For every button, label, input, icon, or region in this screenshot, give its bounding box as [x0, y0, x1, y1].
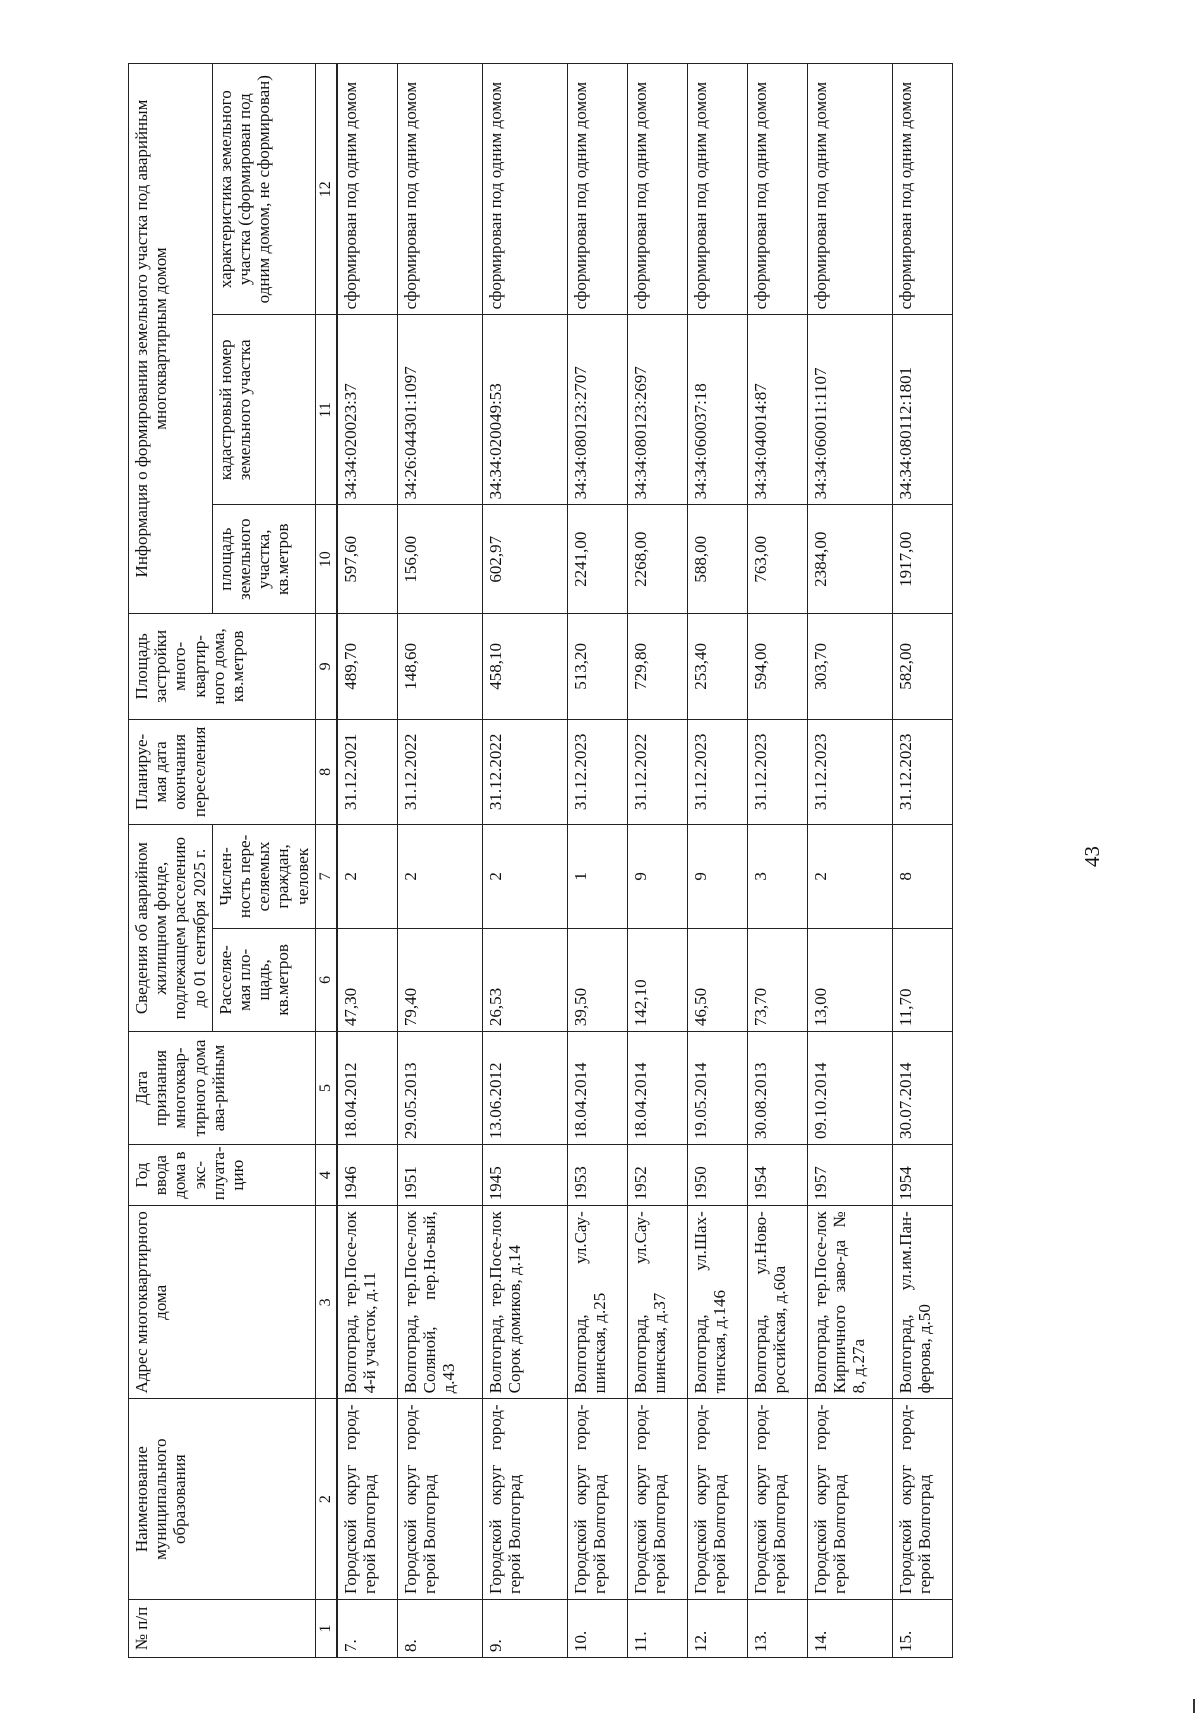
column-number: 12	[315, 64, 337, 315]
land-status-cell: сформирован под одним домом	[747, 64, 807, 315]
land-status-cell: сформирован под одним домом	[567, 64, 627, 315]
column-number: 11	[315, 315, 337, 505]
area-resettled-cell: 79,40	[397, 928, 482, 1031]
column-number-row	[315, 64, 337, 1658]
planned-date-cell: 31.12.2023	[747, 719, 807, 825]
address-cell: Волгоград, тер.Посе-лок 4-й участок, д.11	[337, 1206, 398, 1399]
year-cell: 1946	[337, 1145, 398, 1206]
row-number: 9.	[482, 1599, 567, 1657]
municipality-cell: Городской округ город-герой Волгоград	[892, 1399, 952, 1600]
building-area-cell: 253,40	[687, 614, 747, 720]
cadastral-cell: 34:34:020049:53	[482, 315, 567, 505]
column-number: 1	[315, 1599, 337, 1657]
address-cell: Волгоград, тер.Посе-лок Соляной, пер.Но-вый, д.43	[397, 1206, 482, 1399]
row-number: 11.	[627, 1599, 687, 1657]
column-number: 5	[315, 1032, 337, 1145]
planned-date-cell: 31.12.2023	[807, 719, 892, 825]
header-date-recognized: Дата признания многоквар-тирного дома ава-рийным	[129, 1032, 316, 1145]
planned-date-cell: 31.12.2022	[627, 719, 687, 825]
address-cell: Волгоград, ул.Шах-тинская, д.146	[687, 1206, 747, 1399]
land-area-cell: 597,60	[337, 505, 398, 614]
land-status-cell: сформирован под одним домом	[337, 64, 398, 315]
people-cell: 2	[337, 825, 398, 928]
area-resettled-cell: 26,53	[482, 928, 567, 1031]
row-number: 8.	[397, 1599, 482, 1657]
row-number: 7.	[337, 1599, 398, 1657]
row-number: 15.	[892, 1599, 952, 1657]
table-row	[892, 64, 952, 1658]
building-area-cell: 148,60	[397, 614, 482, 720]
municipality-cell: Городской округ город-герой Волгоград	[747, 1399, 807, 1600]
table-row	[337, 64, 398, 1658]
header-address: Адрес многоквартирного дома	[129, 1206, 316, 1399]
people-cell: 8	[892, 825, 952, 928]
building-area-cell: 729,80	[627, 614, 687, 720]
cadastral-cell: 34:34:020023:37	[337, 315, 398, 505]
year-cell: 1957	[807, 1145, 892, 1206]
cadastral-cell: 34:34:080123:2707	[567, 315, 627, 505]
header-land-status: характеристика земельного участка (сформирован под одним домом, не сформирован)	[212, 64, 315, 315]
land-area-cell: 2241,00	[567, 505, 627, 614]
date-recognized-cell: 18.04.2012	[337, 1032, 398, 1145]
people-cell: 2	[807, 825, 892, 928]
cadastral-cell: 34:34:060037:18	[687, 315, 747, 505]
area-resettled-cell: 47,30	[337, 928, 398, 1031]
year-cell: 1952	[627, 1145, 687, 1206]
area-resettled-cell: 142,10	[627, 928, 687, 1031]
land-area-cell: 2384,00	[807, 505, 892, 614]
header-land-area: площадь земельного участка, кв.метров	[212, 505, 315, 614]
table-row	[807, 64, 892, 1658]
municipality-cell: Городской округ город-герой Волгоград	[567, 1399, 627, 1600]
year-cell: 1945	[482, 1145, 567, 1206]
column-number: 8	[315, 719, 337, 825]
land-area-cell: 763,00	[747, 505, 807, 614]
people-cell: 9	[627, 825, 687, 928]
area-resettled-cell: 13,00	[807, 928, 892, 1031]
land-status-cell: сформирован под одним домом	[687, 64, 747, 315]
row-number: 14.	[807, 1599, 892, 1657]
building-area-cell: 458,10	[482, 614, 567, 720]
cadastral-cell: 34:26:044301:1097	[397, 315, 482, 505]
table-row	[627, 64, 687, 1658]
table-row	[687, 64, 747, 1658]
column-number: 6	[315, 928, 337, 1031]
table-row	[567, 64, 627, 1658]
planned-date-cell: 31.12.2023	[567, 719, 627, 825]
land-area-cell: 2268,00	[627, 505, 687, 614]
header-planned-date: Планируе-мая дата окончания переселения	[129, 719, 316, 825]
year-cell: 1954	[892, 1145, 952, 1206]
year-cell: 1953	[567, 1145, 627, 1206]
cadastral-cell: 34:34:060011:1107	[807, 315, 892, 505]
land-area-cell: 602,97	[482, 505, 567, 614]
column-number: 7	[315, 825, 337, 928]
date-recognized-cell: 30.08.2013	[747, 1032, 807, 1145]
area-resettled-cell: 73,70	[747, 928, 807, 1031]
year-cell: 1954	[747, 1145, 807, 1206]
year-cell: 1950	[687, 1145, 747, 1206]
cadastral-cell: 34:34:080112:1801	[892, 315, 952, 505]
land-status-cell: сформирован под одним домом	[397, 64, 482, 315]
municipality-cell: Городской округ город-герой Волгоград	[807, 1399, 892, 1600]
address-cell: Волгоград, тер.Посе-лок Кирпичного заво-да № 8, д.27а	[807, 1206, 892, 1399]
area-resettled-cell: 39,50	[567, 928, 627, 1031]
page-number: 43	[1080, 846, 1104, 867]
planned-date-cell: 31.12.2023	[687, 719, 747, 825]
table-row	[747, 64, 807, 1658]
header-municipality: Наименование муниципального образования	[129, 1399, 316, 1600]
land-status-cell: сформирован под одним домом	[482, 64, 567, 315]
column-number: 9	[315, 614, 337, 720]
header-number: № п/п	[129, 1599, 316, 1657]
planned-date-cell: 31.12.2022	[482, 719, 567, 825]
header-year: Год ввода дома в экс-плуата-цию	[129, 1145, 316, 1206]
land-area-cell: 156,00	[397, 505, 482, 614]
land-area-cell: 1917,00	[892, 505, 952, 614]
municipality-cell: Городской округ город-герой Волгоград	[627, 1399, 687, 1600]
municipality-cell: Городской округ город-герой Волгоград	[397, 1399, 482, 1600]
table-row	[482, 64, 567, 1658]
header-group-resettlement: Сведения об аварийном жилищном фонде, подлежащем расселению до 01 сентября 2025 г.	[129, 825, 213, 1032]
row-number: 10.	[567, 1599, 627, 1657]
building-area-cell: 594,00	[747, 614, 807, 720]
area-resettled-cell: 11,70	[892, 928, 952, 1031]
date-recognized-cell: 19.05.2014	[687, 1032, 747, 1145]
land-status-cell: сформирован под одним домом	[892, 64, 952, 315]
row-number: 13.	[747, 1599, 807, 1657]
building-area-cell: 303,70	[807, 614, 892, 720]
land-status-cell: сформирован под одним домом	[627, 64, 687, 315]
land-area-cell: 588,00	[687, 505, 747, 614]
municipality-cell: Городской округ город-герой Волгоград	[482, 1399, 567, 1600]
people-cell: 9	[687, 825, 747, 928]
land-status-cell: сформирован под одним домом	[807, 64, 892, 315]
column-number: 10	[315, 505, 337, 614]
address-cell: Волгоград, ул.им.Пан-ферова, д.50	[892, 1206, 952, 1399]
building-area-cell: 513,20	[567, 614, 627, 720]
municipality-cell: Городской округ город-герой Волгоград	[337, 1399, 398, 1600]
column-number: 4	[315, 1145, 337, 1206]
date-recognized-cell: 09.10.2014	[807, 1032, 892, 1145]
people-cell: 1	[567, 825, 627, 928]
date-recognized-cell: 13.06.2012	[482, 1032, 567, 1145]
cadastral-cell: 34:34:040014:87	[747, 315, 807, 505]
header-building-area: Площадь застройки много-квартир-ного дома, кв.метров	[129, 614, 316, 720]
people-cell: 2	[482, 825, 567, 928]
row-number: 12.	[687, 1599, 747, 1657]
resettlement-table	[128, 63, 953, 1658]
date-recognized-cell: 18.04.2014	[627, 1032, 687, 1145]
building-area-cell: 582,00	[892, 614, 952, 720]
column-number: 2	[315, 1399, 337, 1600]
date-recognized-cell: 30.07.2014	[892, 1032, 952, 1145]
people-cell: 2	[397, 825, 482, 928]
address-cell: Волгоград, тер.Посе-лок Сорок домиков, д.14	[482, 1206, 567, 1399]
header-cadastral: кадастровый номер земельного участка	[212, 315, 315, 505]
address-cell: Волгоград, ул.Ново-российская, д.60а	[747, 1206, 807, 1399]
planned-date-cell: 31.12.2021	[337, 719, 398, 825]
header-group-land-plot: Информация о формировании земельного участка под аварийным многоквартирным домом	[129, 64, 213, 614]
header-area-resettled: Расселяе-мая пло-щадь, кв.метров	[212, 928, 315, 1031]
municipality-cell: Городской округ город-герой Волгоград	[687, 1399, 747, 1600]
address-cell: Волгоград, ул.Сау-шинская, д.25	[567, 1206, 627, 1399]
address-cell: Волгоград, ул.Сау-шинская, д.37	[627, 1206, 687, 1399]
cadastral-cell: 34:34:080123:2697	[627, 315, 687, 505]
people-cell: 3	[747, 825, 807, 928]
edge-rule	[1193, 1699, 1195, 1713]
date-recognized-cell: 18.04.2014	[567, 1032, 627, 1145]
date-recognized-cell: 29.05.2013	[397, 1032, 482, 1145]
header-people: Числен-ность пере-селяемых граждан, человек	[212, 825, 315, 928]
building-area-cell: 489,70	[337, 614, 398, 720]
year-cell: 1951	[397, 1145, 482, 1206]
column-number: 3	[315, 1206, 337, 1399]
area-resettled-cell: 46,50	[687, 928, 747, 1031]
planned-date-cell: 31.12.2022	[397, 719, 482, 825]
table-row	[397, 64, 482, 1658]
planned-date-cell: 31.12.2023	[892, 719, 952, 825]
